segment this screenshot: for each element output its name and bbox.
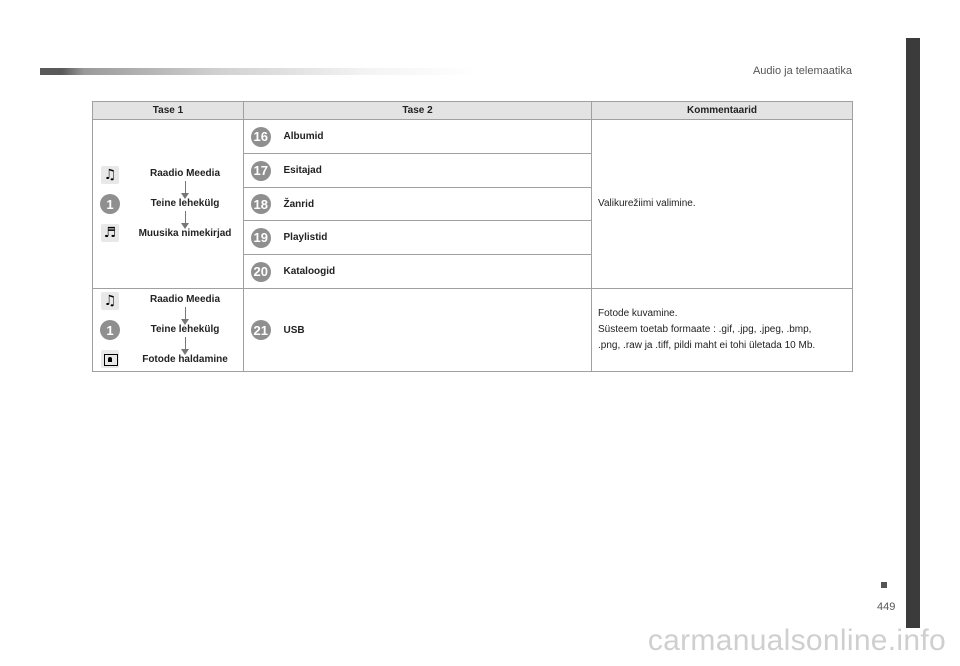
- badge-cell: [244, 255, 278, 289]
- path-step: Fotode haldamine: [142, 354, 228, 365]
- badge-cell: [244, 289, 278, 372]
- path-step: Teine lehekülg: [150, 198, 220, 209]
- item-badge: 17: [251, 161, 271, 181]
- level1-path: [127, 120, 243, 288]
- level1-icons: [93, 289, 127, 371]
- side-tab-bar: [906, 38, 920, 628]
- comment-cell: Valikurežiimi valimine.: [592, 120, 853, 289]
- header-comments: Kommentaarid: [592, 102, 853, 120]
- item-label: USB: [278, 289, 592, 372]
- item-label: Kataloogid: [278, 255, 592, 289]
- item-badge: 21: [251, 320, 271, 340]
- level1-path: [127, 289, 243, 371]
- item-label: Esitajad: [278, 154, 592, 188]
- badge-cell: [244, 120, 278, 154]
- path-step: Raadio Meedia: [149, 294, 221, 305]
- header-level2: Tase 2: [244, 102, 592, 120]
- arrow-down-icon: [185, 307, 186, 321]
- item-badge: 20: [251, 262, 271, 282]
- item-badge: 18: [251, 194, 271, 214]
- path-step: Raadio Meedia: [149, 168, 221, 179]
- header-gradient-bar: [40, 68, 480, 75]
- level1-badge: 1: [100, 194, 120, 214]
- header-level1: Tase 1: [93, 102, 244, 120]
- arrow-down-icon: [185, 211, 186, 225]
- watermark: carmanualsonline.info: [647, 624, 946, 657]
- item-badge: 16: [251, 127, 271, 147]
- comment-line: Süsteem toetab formaate : .gif, .jpg, .jpeg, .bmp,: [598, 324, 812, 335]
- arrow-down-icon: [185, 181, 186, 195]
- badge-cell: [244, 154, 278, 188]
- path-step: Teine lehekülg: [150, 324, 220, 335]
- path-step: Muusika nimekirjad: [138, 228, 232, 239]
- level1-badge: 1: [100, 320, 120, 340]
- arrow-down-icon: [185, 337, 186, 351]
- badge-cell: [244, 221, 278, 255]
- section-title: Audio ja telemaatika: [752, 65, 852, 77]
- table-header-row: [93, 102, 853, 120]
- item-badge: 19: [251, 228, 271, 248]
- music-icon: ♫: [101, 166, 119, 184]
- page-marker: [881, 582, 887, 588]
- music-list-icon: ♬: [101, 224, 119, 242]
- page-number: 449: [877, 601, 896, 613]
- table-row: [93, 289, 853, 372]
- comment-line: Fotode kuvamine.: [598, 308, 678, 319]
- comment-line: .png, .raw ja .tiff, pildi maht ei tohi ületada 10 Mb.: [598, 340, 816, 351]
- photo-icon: [101, 350, 119, 368]
- menu-table: [92, 101, 853, 372]
- level1-icons: [93, 120, 127, 288]
- item-label: Žanrid: [278, 188, 592, 221]
- level1-cell: [93, 120, 244, 289]
- item-label: Playlistid: [278, 221, 592, 255]
- table-row: [93, 120, 853, 154]
- music-icon: ♫: [101, 292, 119, 310]
- level1-cell: [93, 289, 244, 372]
- badge-cell: [244, 188, 278, 221]
- item-label: Albumid: [278, 120, 592, 154]
- comment-cell: [592, 289, 853, 372]
